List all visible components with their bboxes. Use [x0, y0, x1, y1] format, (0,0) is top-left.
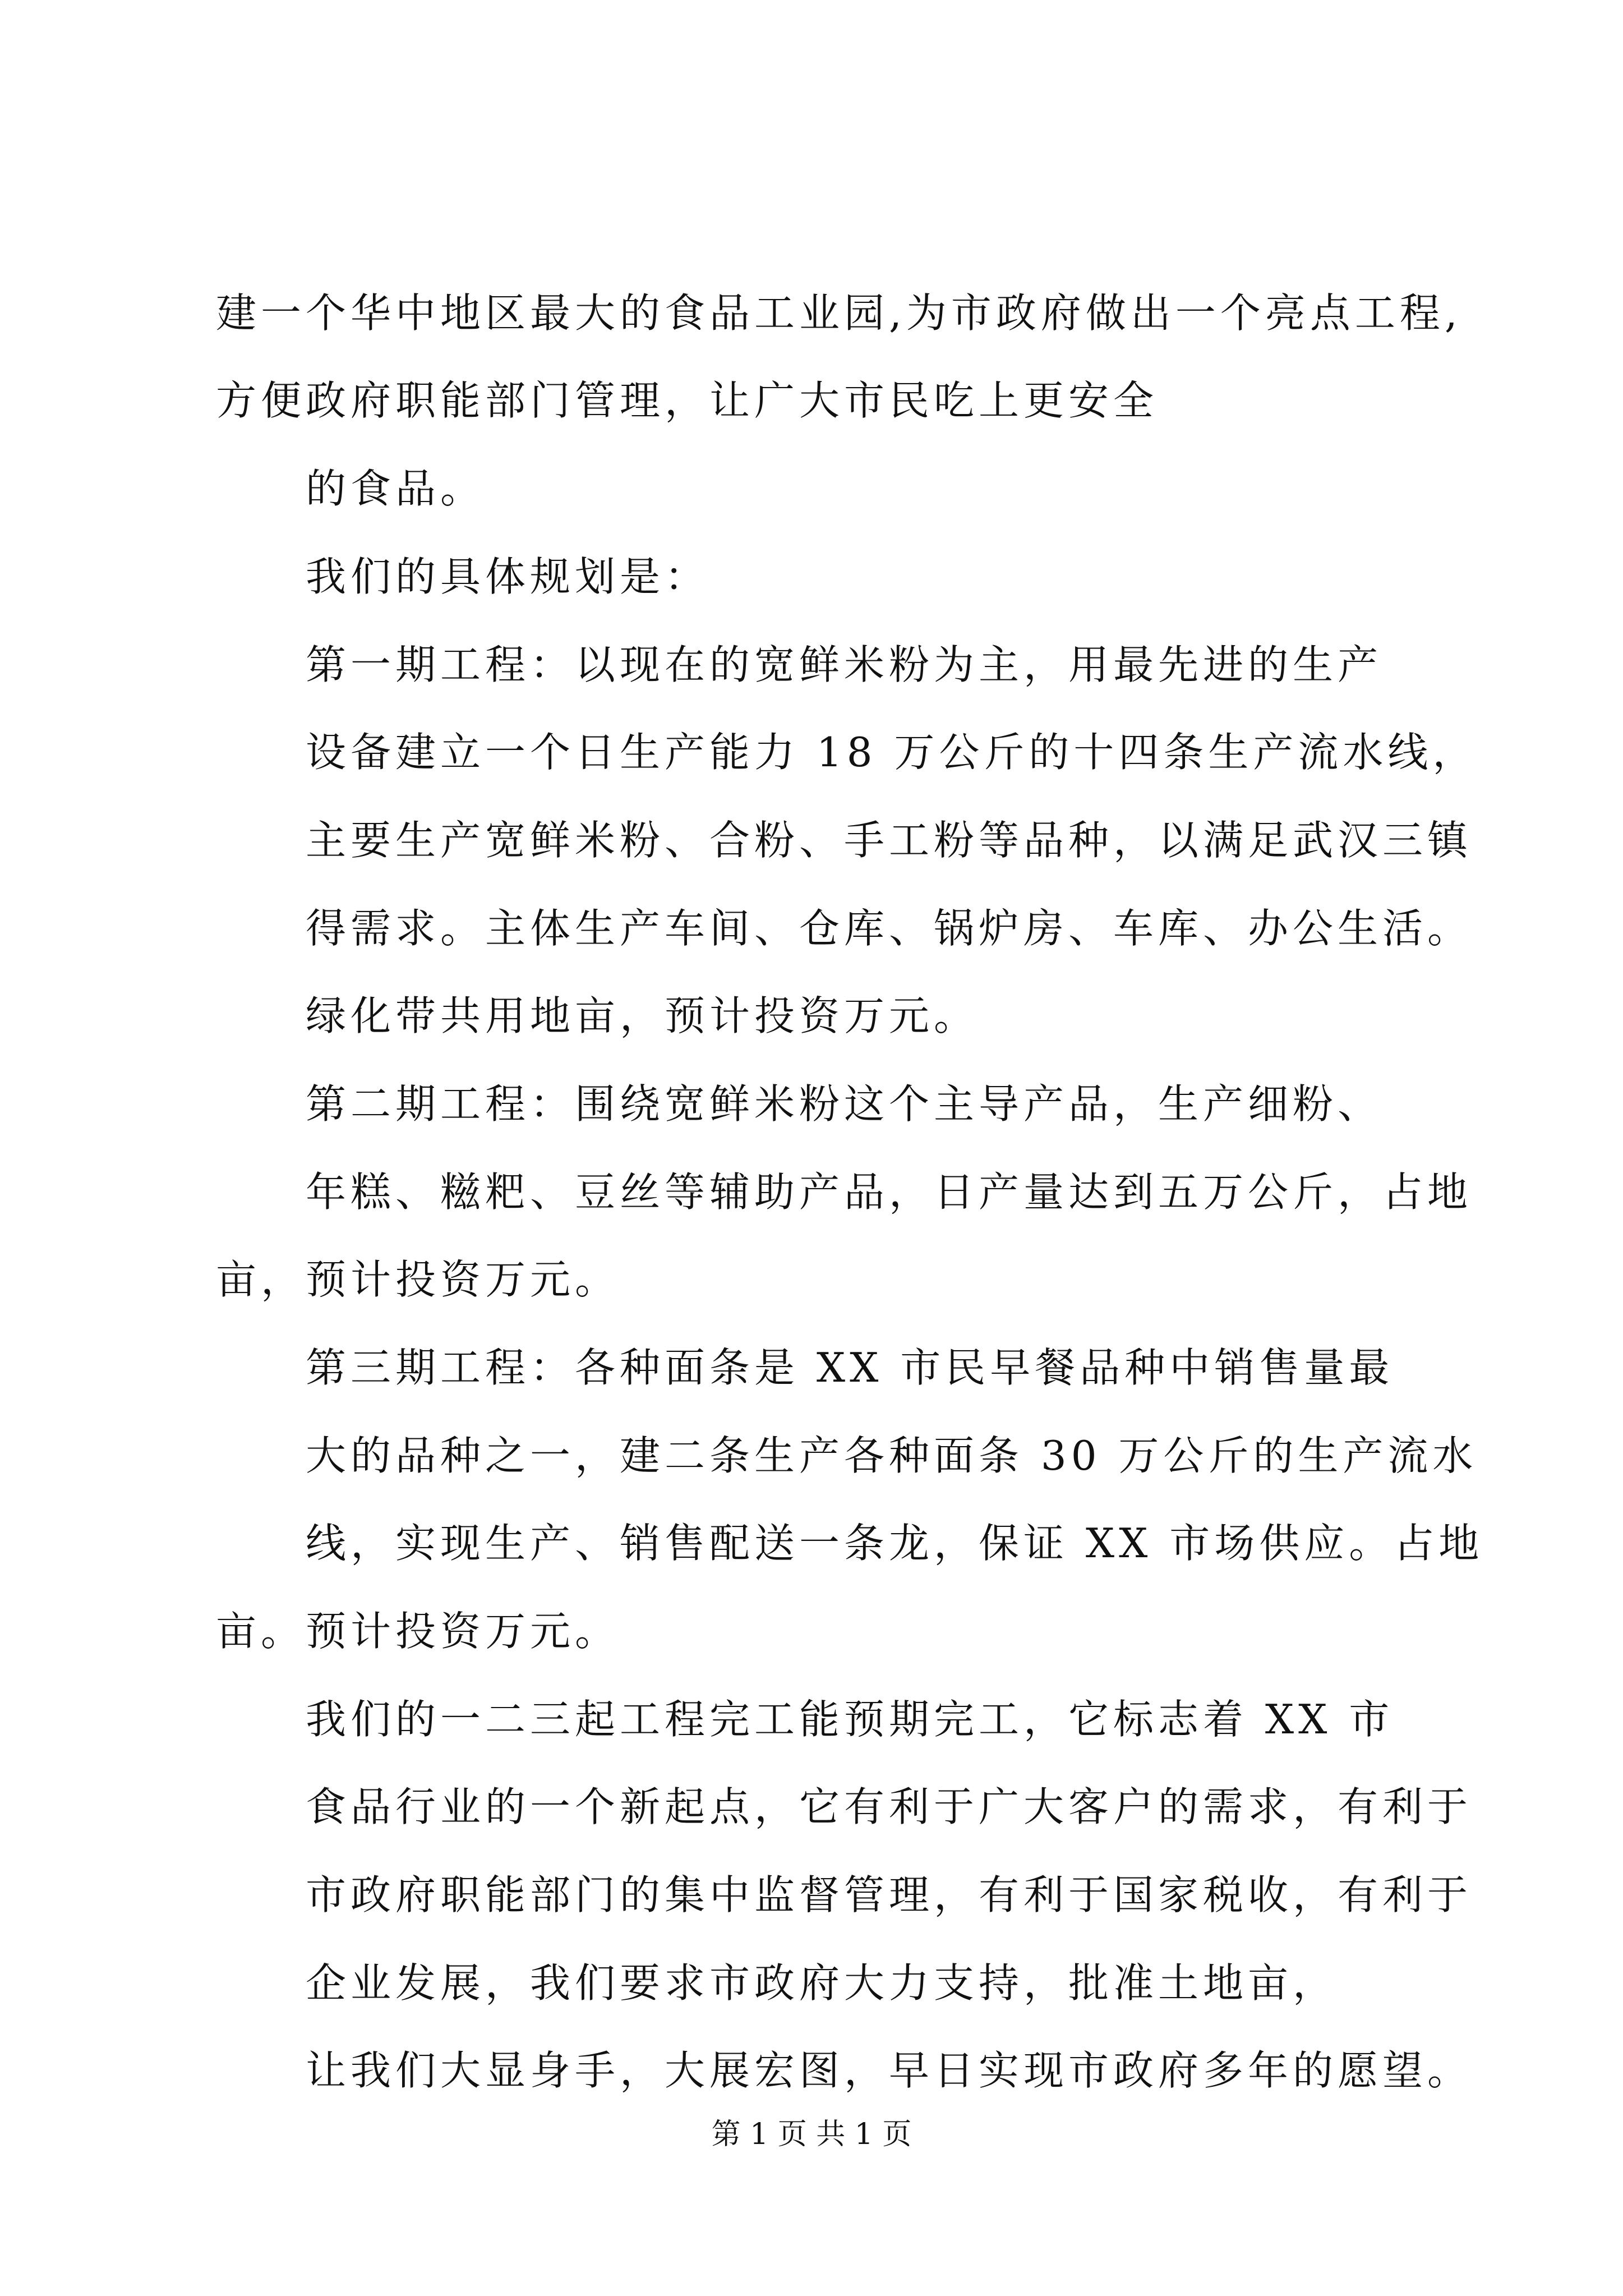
- text-line-13: 第三期工程：各种面条是 XX 市民早餐品种中销售量最: [306, 1344, 1394, 1391]
- text-line-21: 让我们大显身手，大展宏图，早日实现市政府多年的愿望。: [306, 2047, 1473, 2094]
- text-line-17: 我们的一二三起工程完工能预期完工，它标志着 XX 市: [306, 1696, 1394, 1743]
- text-line-19: 市政府职能部门的集中监督管理，有利于国家税收，有利于: [306, 1871, 1473, 1918]
- text-line-9: 绿化带共用地亩，预计投资万元。: [306, 992, 979, 1039]
- text-line-20: 企业发展，我们要求市政府大力支持，批准土地亩，: [306, 1959, 1338, 2007]
- text-line-6: 设备建立一个日生产能力 18 万公斤的十四条生产流水线，: [306, 729, 1478, 776]
- text-line-16: 亩。预计投资万元。: [216, 1608, 620, 1655]
- text-line-3: 的食品。: [306, 465, 486, 512]
- text-line-12: 亩，预计投资万元。: [216, 1256, 620, 1303]
- text-line-7: 主要生产宽鲜米粉、合粉、手工粉等品种，以满足武汉三镇: [306, 817, 1473, 864]
- text-line-11: 年糕、糍粑、豆丝等辅助产品，日产量达到五万公斤，占地: [306, 1168, 1473, 1216]
- text-line-14: 大的品种之一，建二条生产各种面条 30 万公斤的生产流水: [306, 1432, 1478, 1479]
- text-line-10: 第二期工程：围绕宽鲜米粉这个主导产品，生产细粉、: [306, 1080, 1383, 1128]
- page-footer: 第 1 页 共 1 页: [711, 2118, 912, 2151]
- text-line-1: 建一个华中地区最大的食品工业园,为市政府做出一个亮点工程,: [216, 289, 1462, 337]
- text-line-8: 得需求。主体生产车间、仓库、锅炉房、车库、办公生活。: [306, 905, 1473, 952]
- text-line-18: 食品行业的一个新起点，它有利于广大客户的需求，有利于: [306, 1783, 1473, 1830]
- text-line-5: 第一期工程：以现在的宽鲜米粉为主，用最先进的生产: [306, 641, 1383, 688]
- text-line-2: 方便政府职能部门管理，让广大市民吃上更安全: [216, 377, 1159, 424]
- text-line-4: 我们的具体规划是：: [306, 553, 710, 600]
- text-line-15: 线，实现生产、销售配送一条龙，保证 XX 市场供应。占地: [306, 1520, 1484, 1567]
